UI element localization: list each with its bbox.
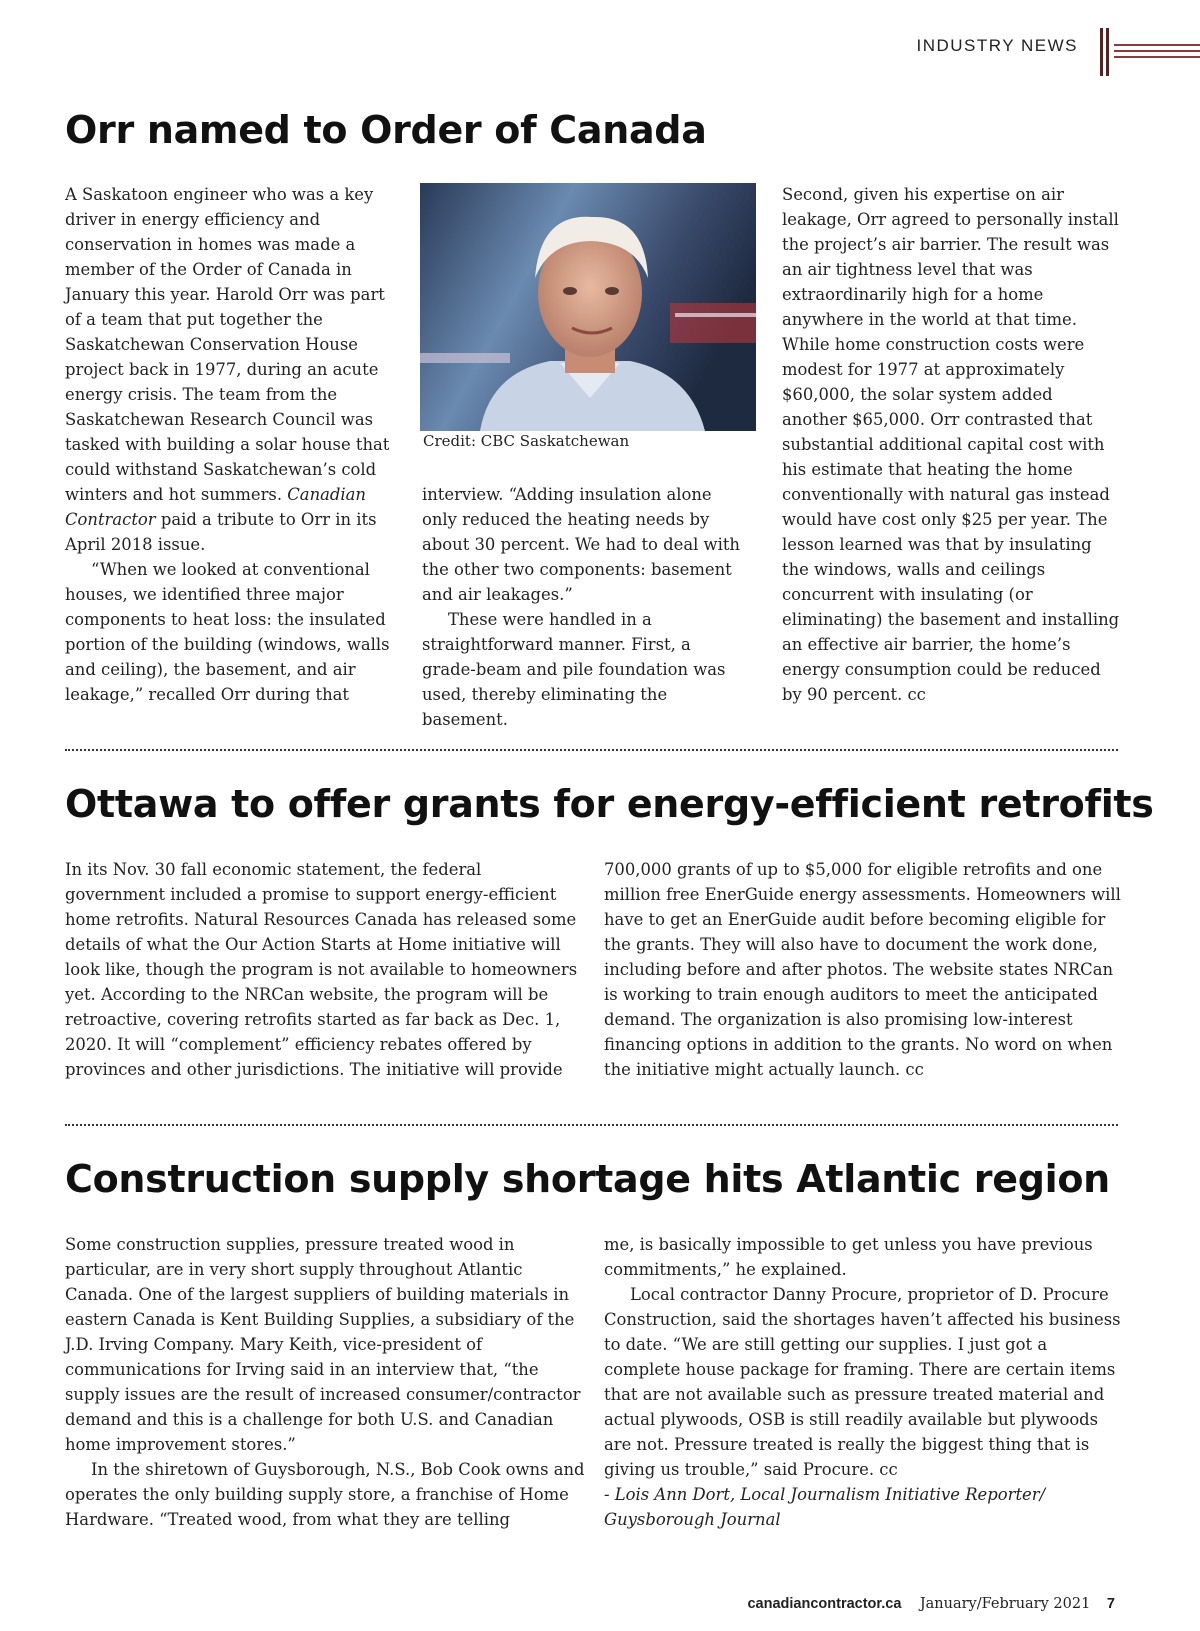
article1-text: paid a tribute to Orr in its April 2018 issue.	[65, 510, 377, 554]
page-footer	[747, 1596, 1115, 1612]
article3-paragraph: In the shiretown of Guysborough, N.S., Bob Cook owns and operates the only building supply store, a franchise of Home Hardware. “Treated wood, from what they are telling	[65, 1460, 585, 1529]
publication-name: Canadian Contractor	[65, 485, 366, 529]
header-rule-decoration	[1100, 28, 1200, 76]
article1-column3	[782, 182, 1122, 707]
section-divider	[65, 1124, 1118, 1126]
article2-title: Ottawa to offer grants for energy-efficient retrofits	[65, 782, 1154, 826]
footer-issue: January/February 2021	[919, 1596, 1091, 1612]
article1-title: Orr named to Order of Canada	[65, 108, 707, 152]
article2-column1	[65, 857, 585, 1082]
footer-page-number: 7	[1106, 1596, 1115, 1612]
article3-paragraph: me, is basically impossible to get unless you have previous commitments,” he explained.	[604, 1235, 1093, 1279]
article3-column2	[604, 1232, 1124, 1532]
article1-text: A Saskatoon engineer who was a key driver in energy efficiency and conservation in homes was made a member of the Order of Canada in January this year. Harold Orr was part of a team that put together the Saskatchewan Conservation House project back in 1977, during an acute energy crisis. The team from the Saskatchewan Research Council was tasked with building a solar house that could withstand Saskatchewan’s cold winters and hot summers.	[65, 185, 390, 504]
article3-title: Construction supply shortage hits Atlantic region	[65, 1157, 1110, 1201]
article2-paragraph: 700,000 grants of up to $5,000 for eligible retrofits and one million free EnerGuide energy assessments. Homeowners will have to get an EnerGuide audit before becoming eligible for the grants. They will also have to document the work done, including before and after photos. The website states NRCan is working to train enough auditors to meet the anticipated demand. The organization is also promising low-interest financing options in addition to the grants. No word on when the initiative might actually launch. cc	[604, 860, 1121, 1079]
section-divider	[65, 749, 1118, 751]
section-label: INDUSTRY NEWS	[916, 36, 1078, 55]
article3-paragraph: Local contractor Danny Procure, proprietor of D. Procure Construction, said the shortages haven’t affected his business to date. “We are still getting our supplies. I just got a complete house package for framing. There are certain items that are not available such as pressure treated material and actual plywoods, OSB is still readily available but plywoods are not. Pressure treated is really the biggest thing that is giving us trouble,” said Procure. cc	[604, 1285, 1121, 1479]
article2-column2	[604, 857, 1124, 1082]
article3-paragraph: Some construction supplies, pressure treated wood in particular, are in very short supply throughout Atlantic Canada. One of the largest suppliers of building materials in eastern Canada is Kent Building Supplies, a subsidiary of the J.D. Irving Company. Mary Keith, vice-president of communications for Irving said in an interview that, “the supply issues are the result of increased consumer/contractor demand and this is a challenge for both U.S. and Canadian home improvement stores.”	[65, 1235, 581, 1454]
article3-column1	[65, 1232, 585, 1532]
article1-paragraph: Second, given his expertise on air leakage, Orr agreed to personally install the project’s air barrier. The result was an air tightness level that was extraordinarily high for a home anywhere in the world at that time. While home construction costs were modest for 1977 at approximately $60,000, the solar system added another $65,000. Orr contrasted that substantial additional capital cost with his estimate that heating the home conventionally with natural gas instead would have cost only $25 per year. The lesson learned was that by insulating the windows, walls and ceilings concurrent with insulating (or eliminating) the basement and installing an effective air barrier, the home’s energy consumption could be reduced by 90 percent. cc	[782, 185, 1120, 704]
article1-column2	[422, 482, 744, 732]
article1-column1	[65, 182, 405, 707]
harold-orr-photo	[420, 183, 756, 431]
article1-paragraph: interview. “Adding insulation alone only reduced the heating needs by about 30 percent. We had to deal with the other two components: basement and air leakages.”	[422, 485, 740, 604]
article2-paragraph: In its Nov. 30 fall economic statement, the federal government included a promise to support energy-efficient home retrofits. Natural Resources Canada has released some details of what the Our Action Starts at Home initiative will look like, though the program is not available to homeowners yet. According to the NRCan website, the program will be retroactive, covering retrofits started as far back as Dec. 1, 2020. It will “complement” efficiency rebates offered by provinces and other jurisdictions. The initiative will provide	[65, 860, 578, 1079]
article1-paragraph: “When we looked at conventional houses, we identified three major components to heat loss: the insulated portion of the building (windows, walls and ceiling), the basement, and air leakage,” recalled Orr during that	[65, 560, 390, 704]
footer-website: canadiancontractor.ca	[747, 1596, 902, 1612]
article3-byline: - Lois Ann Dort, Local Journalism Initiative Reporter/ Guysborough Journal	[604, 1485, 1046, 1529]
photo-caption: Credit: CBC Saskatchewan	[423, 432, 630, 450]
article1-paragraph: These were handled in a straightforward manner. First, a grade-beam and pile foundation was used, thereby eliminating the basement.	[422, 610, 726, 729]
